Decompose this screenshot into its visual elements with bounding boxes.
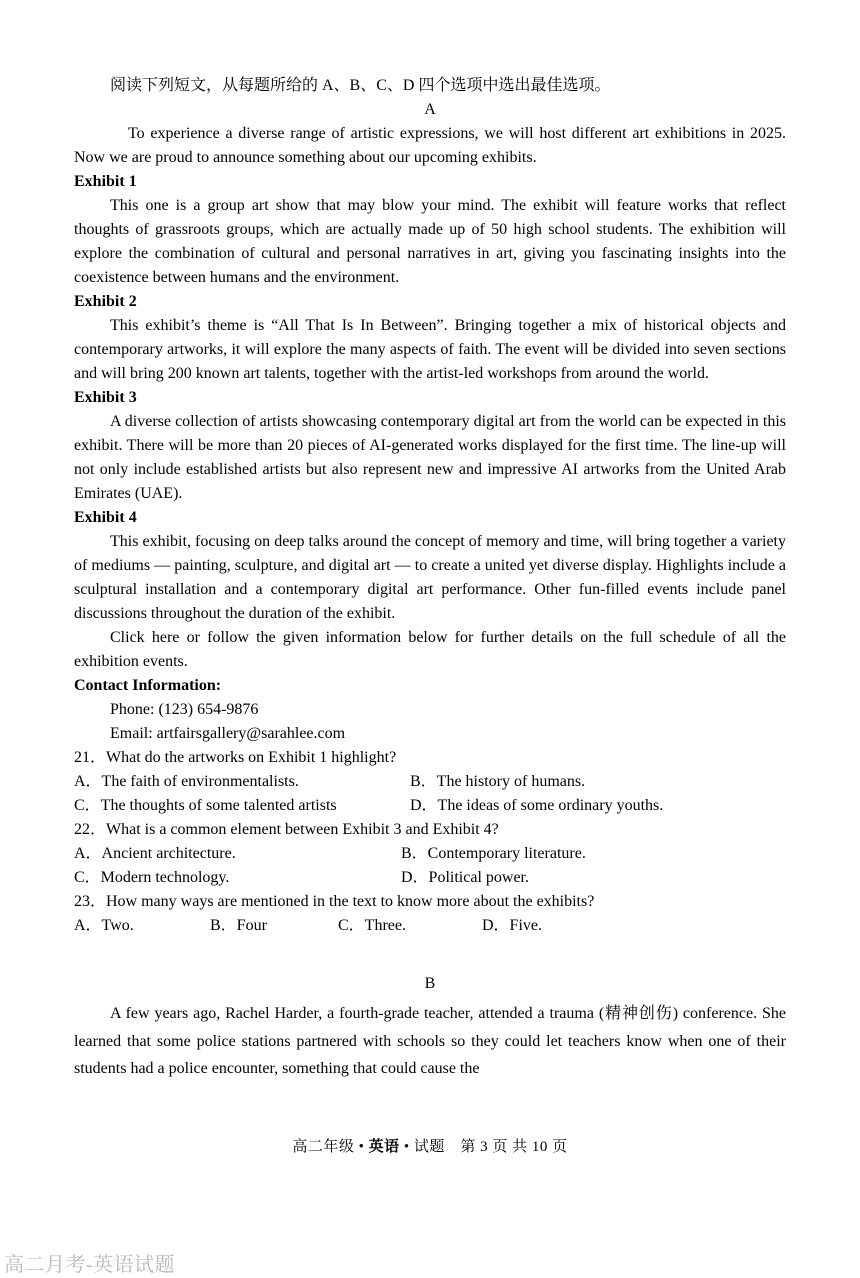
page-footer <box>0 1135 860 1156</box>
contact-title: Contact Information: <box>74 677 222 694</box>
watermark: 高二月考-英语试题 <box>4 1254 176 1276</box>
question-21 <box>74 746 786 818</box>
exhibit-1 <box>74 170 786 290</box>
option-d: D．Political power. <box>401 869 529 886</box>
footer-separator: • <box>399 1139 414 1155</box>
exhibit-text: This exhibit, focusing on deep talks around the concept of memory and time, will bring together a variety of mediums — painting, sculpture, and digital art — to create a united yet diverse display. Highlights include a sculptural installation and a contemporary digital art performance. Other fun-filled events include panel discussions throughout the duration of the exhibit. <box>74 533 786 622</box>
question-23 <box>74 890 786 938</box>
exhibit-text: This one is a group art show that may blow your mind. The exhibit will feature works that reflect thoughts of grassroots groups, which are actually made up of 50 high school students. The exhibition will explore the combination of cultural and personal narratives in art, giving you fascinating insights into the coexistence between humans and the environment. <box>74 197 786 286</box>
question-stem: 23．How many ways are mentioned in the text to know more about the exhibits? <box>74 893 595 910</box>
option-d: D．The ideas of some ordinary youths. <box>410 797 664 814</box>
option-a: A．Two. <box>74 917 134 934</box>
reading-instruction: 阅读下列短文，从每题所给的 A、B、C、D 四个选项中选出最佳选项。 <box>110 77 611 94</box>
contact-block <box>74 674 786 746</box>
footer-subject: 英语 <box>368 1139 400 1155</box>
exhibit-2 <box>74 290 786 386</box>
options-row <box>74 794 786 818</box>
option-a: A．The faith of environmentalists. <box>74 773 299 790</box>
question-22 <box>74 818 786 890</box>
option-b: B．Four <box>210 917 267 934</box>
exhibit-title: Exhibit 2 <box>74 293 137 310</box>
option-c: C．Modern technology. <box>74 869 230 886</box>
exhibit-title: Exhibit 1 <box>74 173 137 190</box>
footer-grade: 高二年级 <box>292 1139 355 1155</box>
options-row <box>74 842 786 866</box>
section-b-label: B <box>424 975 436 992</box>
footer-separator: • <box>354 1139 369 1155</box>
option-c: C．The thoughts of some talented artists <box>74 797 337 814</box>
closing-paragraph: Click here or follow the given information below for further details on the full schedule of all the exhibition events. <box>74 629 786 670</box>
footer-type: 试题 <box>413 1139 445 1155</box>
contact-phone: Phone: (123) 654-9876 <box>110 701 259 718</box>
options-row <box>74 914 786 938</box>
exhibit-title: Exhibit 4 <box>74 509 137 526</box>
exhibit-3 <box>74 386 786 506</box>
exhibit-text: A diverse collection of artists showcasing contemporary digital art from the world can be expected in this exhibit. There will be more than 20 pieces of AI-generated works displayed for the first time. The line-up will not only include established artists but also represent new and impressive AI artworks from the United Arab Emirates (UAE). <box>74 413 786 502</box>
exhibit-text: This exhibit’s theme is “All That Is In Between”. Bringing together a mix of historical objects and contemporary artworks, it will explore the many aspects of faith. The event will be divided into seven sections and will bring 200 known art talents, together with the artist-led workshops from around the world. <box>74 317 786 382</box>
option-d: D．Five. <box>482 917 543 934</box>
option-b: B．The history of humans. <box>410 773 586 790</box>
question-stem: 22．What is a common element between Exhibit 3 and Exhibit 4? <box>74 821 499 838</box>
exhibit-title: Exhibit 3 <box>74 389 137 406</box>
options-row <box>74 866 786 890</box>
option-a: A．Ancient architecture. <box>74 845 236 862</box>
exam-page <box>74 74 786 1083</box>
section-a-intro: To experience a diverse range of artistic expressions, we will host different art exhibitions in 2025. Now we are proud to announce something about our upcoming exhibits. <box>74 125 786 166</box>
option-b: B．Contemporary literature. <box>401 845 586 862</box>
options-row <box>74 770 786 794</box>
contact-email: Email: artfairsgallery@sarahlee.com <box>110 725 346 742</box>
section-gap <box>74 938 786 972</box>
section-a-label: A <box>424 101 436 118</box>
section-b-text: A few years ago, Rachel Harder, a fourth-grade teacher, attended a trauma (精神创伤) conference. She learned that some police stations partnered with schools so they could let teachers know when one of their students had a police encounter, something that could cause the <box>74 1005 786 1077</box>
option-c: C．Three. <box>338 917 406 934</box>
footer-page-number: 第 3 页 共 10 页 <box>444 1139 568 1155</box>
question-stem: 21．What do the artworks on Exhibit 1 highlight? <box>74 749 397 766</box>
exhibit-4 <box>74 506 786 626</box>
